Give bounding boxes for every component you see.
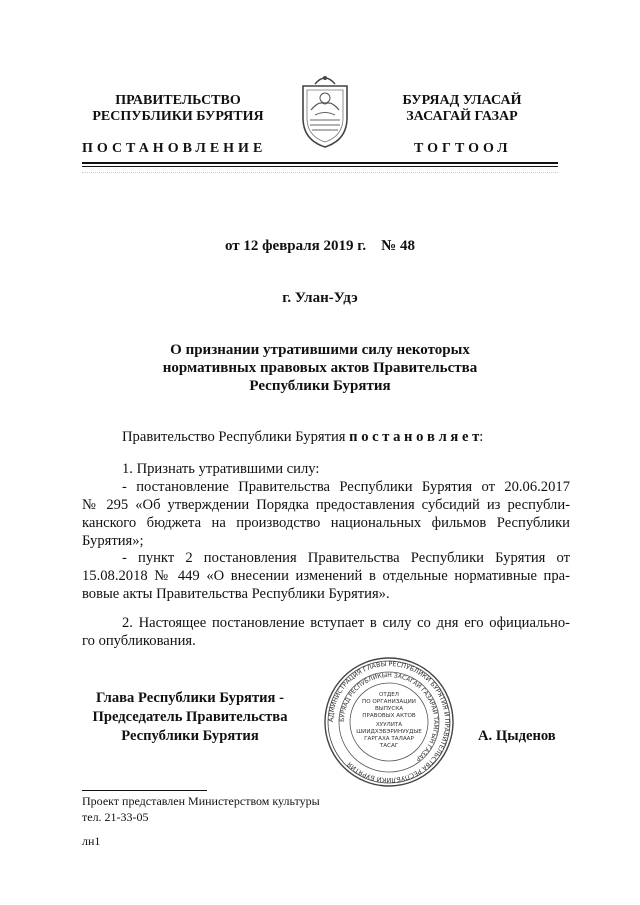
stamp-center-line: ПРАВОВЫХ АКТОВ <box>362 713 416 719</box>
footer-project-note: Проект представлен Министерством культуры <box>82 794 320 808</box>
header-divider-thick <box>82 162 558 164</box>
signatory-name: А. Цыденов <box>478 728 556 744</box>
footer-code: лн1 <box>82 834 101 848</box>
left-header-line1: ПРАВИТЕЛЬСТВО <box>115 93 241 108</box>
stamp-center-line: ВЫПУСКА <box>374 706 404 712</box>
subject-line1: О признании утратившими силу некоторых <box>170 342 470 358</box>
subject-line2: нормативных правовых актов Правительства <box>162 360 478 376</box>
signatory-title-line1: Глава Республики Бурятия - <box>96 690 284 706</box>
item1-a-line2: № 295 «Об утверждении Порядка предоставления субсидий из республи- <box>82 497 570 513</box>
footer-divider <box>82 790 207 791</box>
stamp-center-line: ТАСАГ <box>379 743 399 749</box>
item1-a-line1: - постановление Правительства Республики Бурятия от 20.06.2017 <box>122 479 570 495</box>
stamp-center-line: ГАРГАХА ТАЛААР <box>364 736 414 742</box>
stamp-center-line: ХУУЛИТА <box>375 722 403 728</box>
stamp-center-line: ШИИДХЭБЭРИНУУДЫЕ <box>356 729 422 735</box>
signatory-title-line3: Республики Бурятия <box>121 728 259 744</box>
coat-of-arms-emblem-icon <box>297 70 353 150</box>
preamble-text: Правительство Республики Бурятия <box>122 429 350 445</box>
subject-line3: Республики Бурятия <box>249 378 391 394</box>
header-dotted-line <box>82 168 558 173</box>
preamble <box>122 428 483 447</box>
preamble-decree-word: п о с т а н о в л я е т <box>349 429 480 445</box>
stamp-center-line: ПО ОРГАНИЗАЦИИ <box>362 699 416 705</box>
stamp-center-line: ОТДЕЛ <box>379 692 399 698</box>
stamp-outer-text: АДМИНИСТРАЦИЯ ГЛАВЫ РЕСПУБЛИКИ БУРЯТИЯ И ПРАВИТЕЛЬСТВА РЕСПУБЛИКИ БУРЯТИЯ <box>326 659 452 785</box>
footer-phone: тел. 21-33-05 <box>82 810 149 824</box>
right-header-line2: ЗАСАГАЙ ГАЗАР <box>406 109 518 124</box>
item1-b-line3: вовые акты Правительства Республики Бурятия». <box>82 586 390 602</box>
official-round-stamp <box>322 655 456 789</box>
city: г. Улан-Удэ <box>282 290 358 306</box>
header-divider-thin <box>82 166 558 167</box>
signatory-title-line2: Председатель Правительства <box>92 709 288 725</box>
item2-line2: го опубликования. <box>82 633 196 649</box>
document-type-ru: ПОСТАНОВЛЕНИЕ <box>82 141 267 156</box>
item1-b-line2: 15.08.2018 № 449 «О внесении изменений в отдельные нормативные пра- <box>82 568 570 584</box>
date-and-number: от 12 февраля 2019 г. № 48 <box>224 238 415 254</box>
preamble-end: : <box>479 429 484 445</box>
item1-heading: 1. Признать утратившими силу: <box>122 461 320 477</box>
item1-a-line4: Бурятия»; <box>82 533 144 549</box>
document-type-bua: ТОГТООЛ <box>414 141 512 156</box>
item1-a-line3: канского бюджета на производство национальных фильмов Республики <box>82 515 570 531</box>
left-header-line2: РЕСПУБЛИКИ БУРЯТИЯ <box>92 109 264 124</box>
right-header-line1: БУРЯАД УЛАСАЙ <box>402 93 522 108</box>
item1-b-line1: - пункт 2 постановления Правительства Республики Бурятия от <box>122 550 570 566</box>
item2-line1: 2. Настоящее постановление вступает в силу со дня его официально- <box>122 615 570 631</box>
stamp-inner-text: БУРЯАД РЕСПУБЛИКЫН ЗАСАГАЙ ГАЗАРАЙ ТАМГЫН ГАЗАР <box>338 671 440 763</box>
